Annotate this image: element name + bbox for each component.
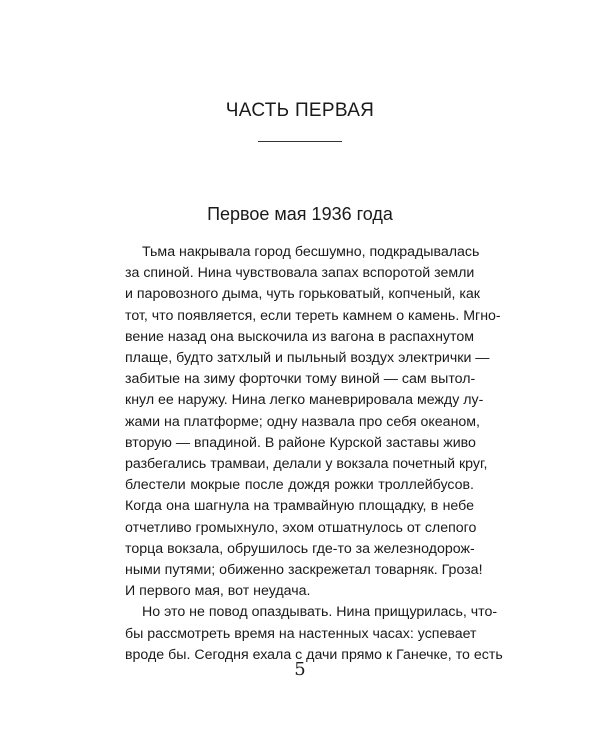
text-line: вроде бы. Сегодня ехала с дачи прямо к Ганечке, то есть — [125, 646, 503, 663]
page-number: 5 — [294, 659, 306, 680]
text-line: Когда она шагнула на трамвайную площадку, в небе — [125, 498, 474, 515]
text-line: плаще, будто затхлый и пыльный воздух электрички — — [125, 350, 490, 367]
text-line: кнул ее наружу. Нина легко маневрировала между лу- — [125, 392, 484, 409]
text-line: разбегались трамваи, делали у вокзала почетный круг, — [125, 456, 488, 473]
text-line: жами на платформе; одну назвала про себя океаном, — [125, 413, 480, 430]
text-line: тот, что появляется, если тереть камнем о камень. Мгно- — [125, 307, 501, 324]
paragraph-1 — [125, 242, 501, 602]
text-line: Тьма накрывала город бесшумно, подкрадывалась — [142, 244, 480, 260]
part-title: ЧАСТЬ ПЕРВАЯ — [225, 100, 375, 121]
title-divider — [258, 141, 342, 142]
text-line: и паровозного дыма, чуть горьковатый, копченый, как — [125, 286, 481, 303]
text-line: вторую — впадиной. В районе Курской заставы живо — [125, 434, 476, 451]
text-line: вение назад она выскочила из вагона в распахнутом — [125, 328, 474, 345]
chapter-title: Первое мая 1936 года — [207, 204, 393, 224]
text-line: отчетливо громыхнуло, эхом отшатнулось от слепого — [125, 519, 477, 536]
text-line: Но это не повод опаздывать. Нина прищурилась, что- — [142, 604, 498, 621]
body-text — [125, 242, 503, 666]
text-line: бы рассмотреть время на настенных часах: успевает — [125, 625, 477, 642]
text-line: за спиной. Нина чувствовала запах вспоротой земли — [125, 265, 475, 282]
text-line: блестели мокрые после дождя рожки троллейбусов. — [125, 477, 474, 494]
text-line: забитые на зиму форточки тому виной — сам вытол- — [125, 371, 476, 388]
paragraph-2 — [125, 602, 503, 666]
text-line: торца вокзала, обрушилось где-то за железнодорож- — [125, 540, 475, 557]
text-line: ными путями; обиженно заскрежетал товарняк. Гроза! — [125, 562, 483, 579]
text-line: И первого мая, вот неудача. — [125, 583, 311, 600]
